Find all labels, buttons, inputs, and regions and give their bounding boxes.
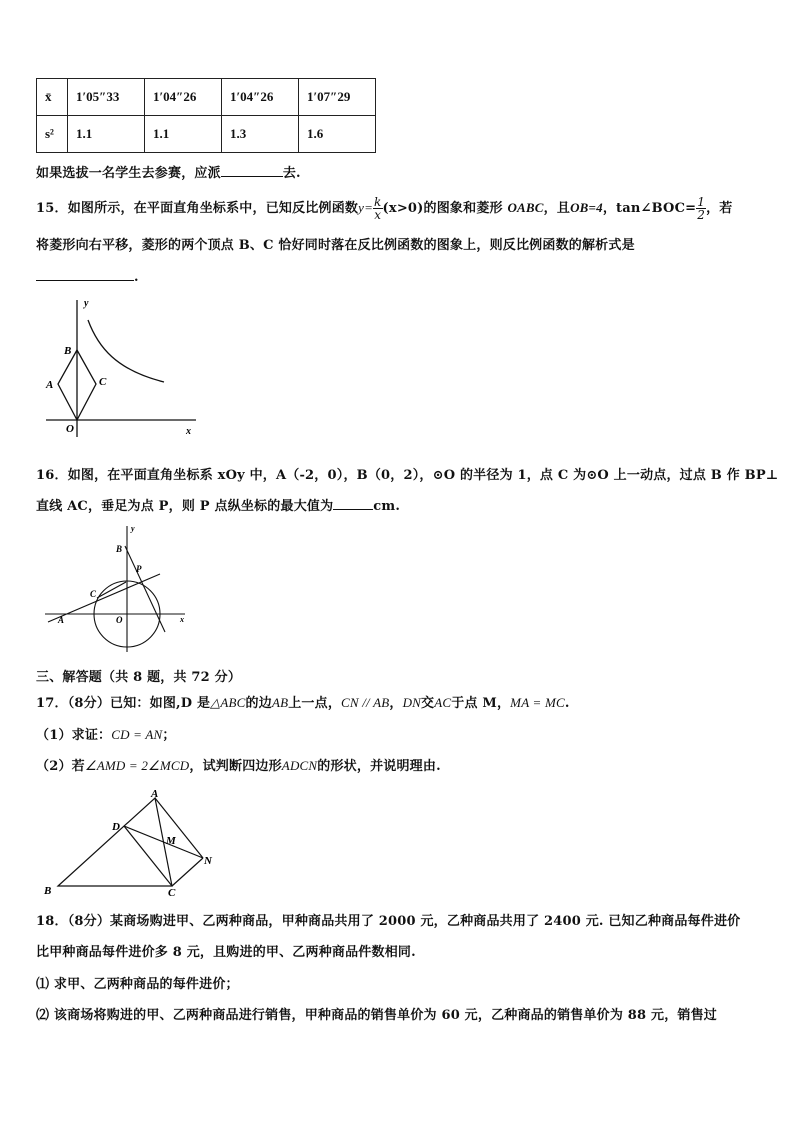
row-header: s² (37, 116, 68, 153)
q16-line1: 16．如图，在平面直角坐标系 xOy 中，A（-2，0），B（0，2），⊙O 的半径为 1，点 C 为⊙O 上一动点，过点 B 作 BP⊥ (36, 468, 779, 483)
text: 17．（8分）已知：如图,D 是 (36, 696, 211, 711)
text: △ABC (210, 695, 246, 710)
q18-part1: ⑴ 求甲、乙两种商品的每件进价； (36, 977, 239, 992)
label-N: N (204, 855, 212, 867)
label-A: A (58, 615, 65, 625)
label-O: O (116, 615, 123, 625)
label-B: B (64, 345, 72, 357)
answer-blank (333, 497, 373, 510)
label-M: M (166, 835, 176, 847)
text: MA = MC (510, 695, 565, 710)
answer-blank (221, 164, 283, 177)
table-row (37, 79, 376, 116)
q18-line2: 比甲种商品每件进价多 8 元，且购进的甲、乙两种商品件数相同. (36, 945, 416, 960)
numerator: k (374, 195, 382, 209)
label-P: P (136, 564, 142, 574)
segment-AN (155, 798, 203, 858)
label-B: B (116, 544, 123, 554)
fig15-diagram (36, 292, 206, 442)
table-cell: 1′04″26 (145, 79, 222, 116)
text: OB=4 (570, 200, 603, 215)
text: cm. (373, 499, 401, 514)
text: y= (358, 200, 374, 215)
text: 于点 M， (451, 696, 511, 711)
table-cell: 1.6 (299, 116, 376, 153)
denominator: 2 (697, 208, 706, 222)
text: DN (402, 695, 422, 710)
line-BP (125, 546, 165, 632)
text: 如果选拔一名学生去参赛，应派 (36, 166, 221, 181)
text: ，若 (706, 201, 733, 216)
table-cell: 1′05″33 (68, 79, 145, 116)
label-C: C (90, 589, 97, 599)
text: AC (434, 695, 452, 710)
fraction-one-half (696, 196, 706, 221)
text: ∠AMD = 2∠MCD (84, 758, 190, 773)
table-row (37, 116, 376, 153)
text: ， (389, 696, 403, 711)
triangle-ABC (58, 798, 172, 886)
segment-DN (124, 826, 203, 858)
label-A: A (151, 788, 159, 800)
text: 直线 AC，垂足为点 P，则 P 点纵坐标的最大值为 (36, 499, 334, 514)
text: . (134, 270, 139, 285)
line-AC (48, 574, 160, 622)
label-C: C (168, 887, 176, 898)
text: ，tan∠BOC= (602, 201, 697, 216)
text: ，且 (543, 201, 571, 216)
label-B: B (44, 885, 52, 897)
hyperbola-curve (88, 320, 164, 382)
label-A: A (46, 379, 54, 391)
q17-line1 (36, 692, 570, 711)
text: 15．如图所示，在平面直角坐标系中，已知反比例函数 (36, 201, 359, 216)
stats-table (36, 78, 376, 153)
q17-part2 (36, 755, 441, 774)
q16-line2 (36, 495, 400, 514)
q15-line3 (36, 268, 139, 285)
text: 交 (421, 696, 435, 711)
text: （1）求证： (36, 728, 112, 743)
text: （2）若 (36, 759, 85, 774)
q15-line2: 将菱形向右平移，菱形的两个顶点 B、C 恰好同时落在反比例函数的图象上，则反比例函数的解析式是 (36, 238, 635, 253)
label-O: O (66, 423, 74, 435)
text: CN // AB (341, 695, 390, 710)
q18-line1: 18．（8分）某商场购进甲、乙两种商品，甲种商品共用了 2000 元，乙种商品共用了 2400 元. 已知乙种商品每件进价 (36, 914, 741, 929)
table-cell: 1′04″26 (222, 79, 299, 116)
q18-part2: ⑵ 该商场将购进的甲、乙两种商品进行销售，甲种商品的销售单价为 60 元，乙种商品的销售单价为 88 元，销售过 (36, 1008, 718, 1023)
table-cell: 1.1 (145, 116, 222, 153)
text: AB (271, 695, 289, 710)
denominator: x (374, 208, 382, 222)
label-x: x (186, 426, 191, 437)
fraction-k-over-x (373, 196, 382, 221)
text: ADCN (281, 758, 318, 773)
row-header: x̄ (37, 79, 68, 116)
q17-part1 (36, 724, 176, 743)
answer-blank (36, 268, 134, 281)
segment-CN (172, 858, 203, 886)
q15-line1 (36, 196, 732, 221)
label-x: x (180, 615, 184, 624)
text: ； (162, 728, 176, 743)
table-cell: 1.1 (68, 116, 145, 153)
text: ，试判断四边形 (189, 759, 282, 774)
text: 上一点， (288, 696, 342, 711)
label-y: y (84, 298, 89, 309)
label-D: D (112, 821, 120, 833)
text: . (564, 696, 570, 711)
text: (x>0)的图象和菱形 (382, 201, 503, 216)
numerator: 1 (697, 195, 706, 209)
fig16-diagram (40, 522, 190, 662)
text: 的边 (245, 696, 272, 711)
fig17-diagram (38, 786, 228, 898)
q14-conclusion (36, 162, 301, 181)
text: 的形状，并说明理由. (317, 759, 441, 774)
text: OABC (507, 200, 544, 215)
table-cell: 1′07″29 (299, 79, 376, 116)
segment-DC (124, 826, 172, 886)
label-y: y (131, 524, 135, 533)
text: CD = AN (111, 727, 163, 742)
label-C: C (99, 376, 107, 388)
text: 去. (282, 166, 301, 181)
table-cell: 1.3 (222, 116, 299, 153)
section-heading: 三、解答题（共 8 题，共 72 分） (36, 670, 242, 685)
